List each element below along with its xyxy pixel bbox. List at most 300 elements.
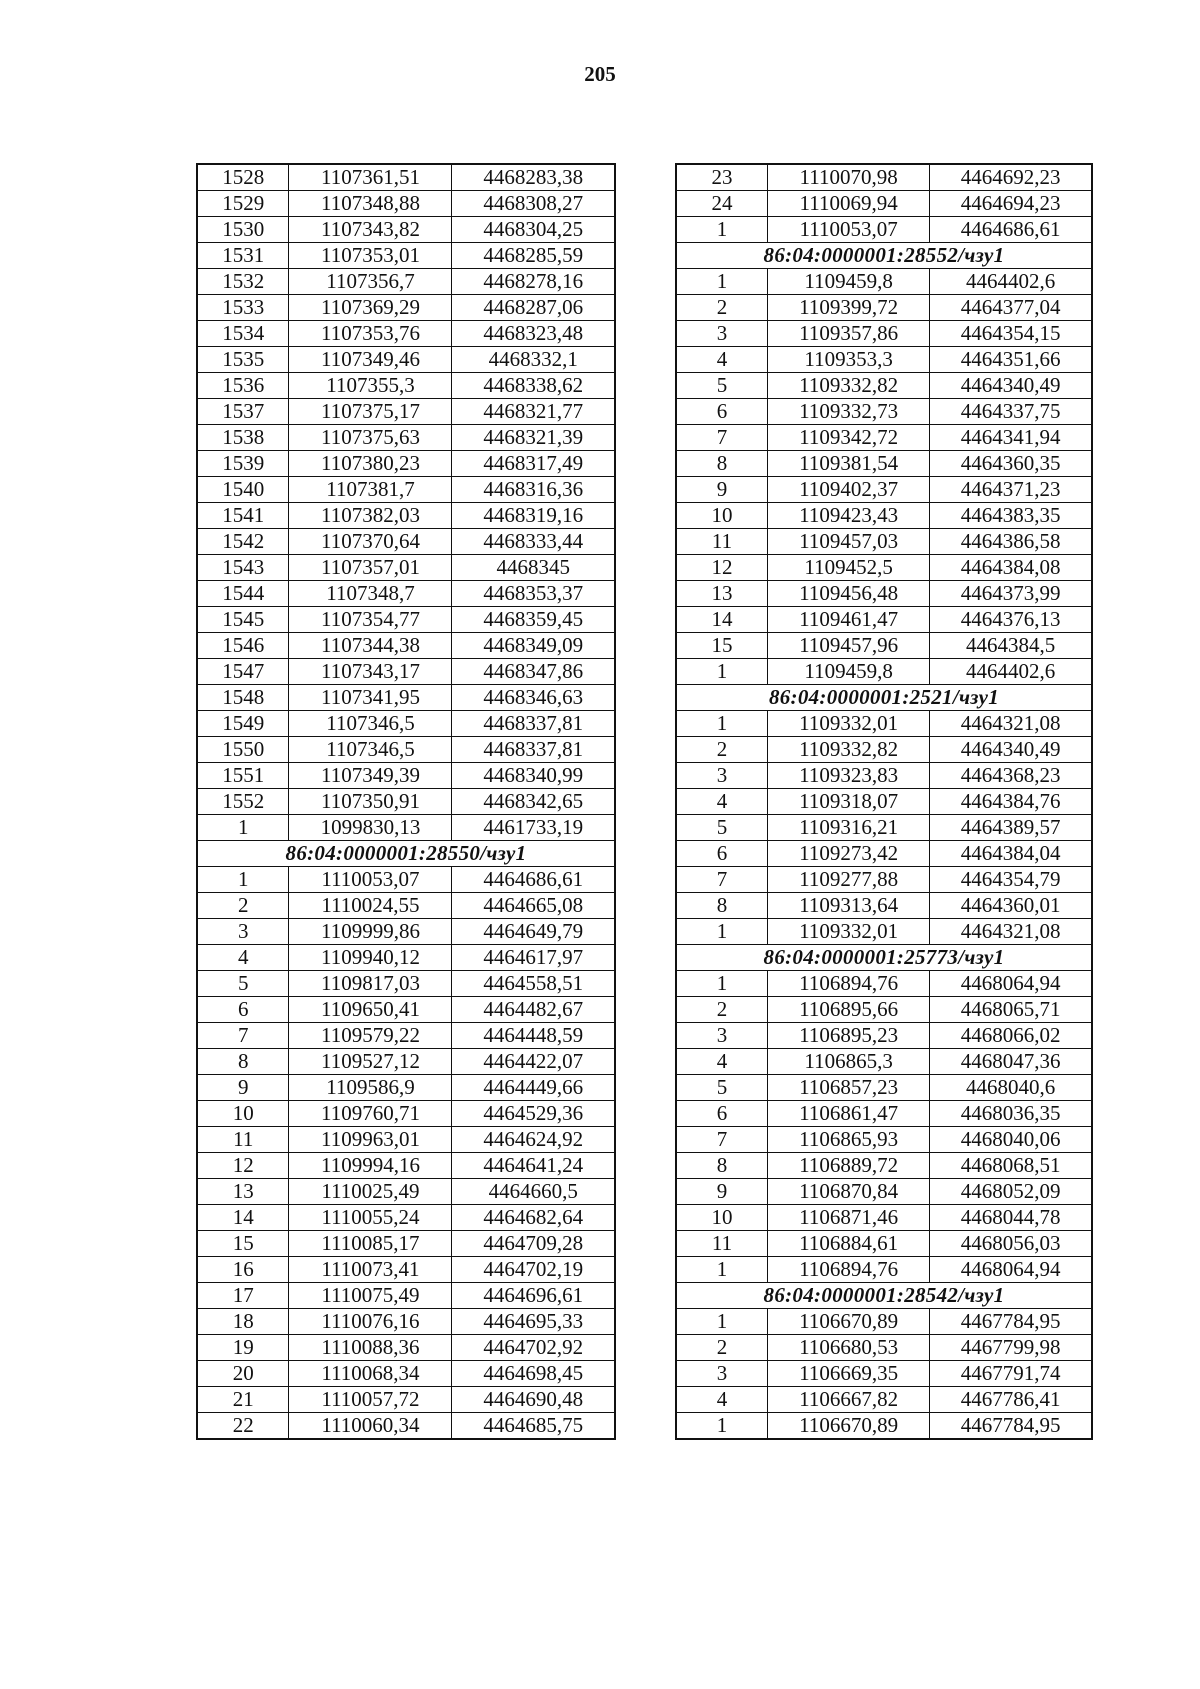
x-coordinate-cell: 1107369,29 [289, 295, 452, 321]
point-number-cell: 1539 [197, 451, 289, 477]
point-number-cell: 13 [676, 581, 768, 607]
table-row [197, 581, 615, 607]
x-coordinate-cell: 1110068,34 [289, 1361, 452, 1387]
table-row [676, 1413, 1092, 1440]
point-number-cell: 1 [676, 1413, 768, 1440]
table-row [197, 191, 615, 217]
y-coordinate-cell: 4468321,39 [452, 425, 615, 451]
y-coordinate-cell: 4468316,36 [452, 477, 615, 503]
x-coordinate-cell: 1106895,66 [768, 997, 930, 1023]
table-row [197, 1257, 615, 1283]
table-row [676, 399, 1092, 425]
point-number-cell: 9 [676, 477, 768, 503]
y-coordinate-cell: 4461733,19 [452, 815, 615, 841]
y-coordinate-cell: 4468317,49 [452, 451, 615, 477]
x-coordinate-cell: 1110060,34 [289, 1413, 452, 1440]
table-row [197, 815, 615, 841]
table-row [676, 529, 1092, 555]
table-row [676, 1231, 1092, 1257]
point-number-cell: 15 [676, 633, 768, 659]
point-number-cell: 2 [676, 295, 768, 321]
table-row [197, 269, 615, 295]
table-row [676, 737, 1092, 763]
table-row [197, 1231, 615, 1257]
point-number-cell: 1 [676, 919, 768, 945]
table-row [197, 529, 615, 555]
table-row [197, 1153, 615, 1179]
table-row [676, 919, 1092, 945]
y-coordinate-cell: 4464384,5 [930, 633, 1092, 659]
table-row [197, 1283, 615, 1309]
table-row [676, 503, 1092, 529]
point-number-cell: 1548 [197, 685, 289, 711]
y-coordinate-cell: 4467784,95 [930, 1413, 1092, 1440]
point-number-cell: 23 [676, 164, 768, 191]
table-row [197, 1179, 615, 1205]
y-coordinate-cell: 4468346,63 [452, 685, 615, 711]
point-number-cell: 1541 [197, 503, 289, 529]
x-coordinate-cell: 1107353,76 [289, 321, 452, 347]
point-number-cell: 1550 [197, 737, 289, 763]
point-number-cell: 18 [197, 1309, 289, 1335]
x-coordinate-cell: 1110057,72 [289, 1387, 452, 1413]
point-number-cell: 8 [676, 893, 768, 919]
y-coordinate-cell: 4468340,99 [452, 763, 615, 789]
x-coordinate-cell: 1107356,7 [289, 269, 452, 295]
y-coordinate-cell: 4464340,49 [930, 373, 1092, 399]
point-number-cell: 3 [197, 919, 289, 945]
y-coordinate-cell: 4468068,51 [930, 1153, 1092, 1179]
y-coordinate-cell: 4464660,5 [452, 1179, 615, 1205]
point-number-cell: 5 [676, 815, 768, 841]
table-row [197, 659, 615, 685]
table-row [676, 815, 1092, 841]
x-coordinate-cell: 1106865,3 [768, 1049, 930, 1075]
y-coordinate-cell: 4468342,65 [452, 789, 615, 815]
table-row [676, 1309, 1092, 1335]
y-coordinate-cell: 4464422,07 [452, 1049, 615, 1075]
y-coordinate-cell: 4468283,38 [452, 164, 615, 191]
point-number-cell: 12 [676, 555, 768, 581]
table-row [197, 1049, 615, 1075]
point-number-cell: 4 [676, 1049, 768, 1075]
y-coordinate-cell: 4468323,48 [452, 321, 615, 347]
table-row [197, 555, 615, 581]
point-number-cell: 1 [676, 1309, 768, 1335]
point-number-cell: 1 [676, 971, 768, 997]
table-row [676, 295, 1092, 321]
x-coordinate-cell: 1109579,22 [289, 1023, 452, 1049]
table-row [197, 1023, 615, 1049]
table-row [676, 555, 1092, 581]
x-coordinate-cell: 1109318,07 [768, 789, 930, 815]
x-coordinate-cell: 1107382,03 [289, 503, 452, 529]
y-coordinate-cell: 4468278,16 [452, 269, 615, 295]
x-coordinate-cell: 1099830,13 [289, 815, 452, 841]
point-number-cell: 13 [197, 1179, 289, 1205]
coordinates-table-right [675, 163, 1093, 1440]
y-coordinate-cell: 4468052,09 [930, 1179, 1092, 1205]
point-number-cell: 8 [676, 1153, 768, 1179]
point-number-cell: 21 [197, 1387, 289, 1413]
y-coordinate-cell: 4464665,08 [452, 893, 615, 919]
table-row [197, 685, 615, 711]
x-coordinate-cell: 1109963,01 [289, 1127, 452, 1153]
parcel-cadastral-number: 86:04:0000001:2521/чзу1 [676, 685, 1092, 711]
y-coordinate-cell: 4468332,1 [452, 347, 615, 373]
point-number-cell: 3 [676, 763, 768, 789]
point-number-cell: 1532 [197, 269, 289, 295]
table-row [676, 659, 1092, 685]
y-coordinate-cell: 4464624,92 [452, 1127, 615, 1153]
table-row [676, 1127, 1092, 1153]
table-row [197, 373, 615, 399]
point-number-cell: 11 [197, 1127, 289, 1153]
y-coordinate-cell: 4464377,04 [930, 295, 1092, 321]
y-coordinate-cell: 4468359,45 [452, 607, 615, 633]
table-row [676, 1361, 1092, 1387]
y-coordinate-cell: 4464360,35 [930, 451, 1092, 477]
point-number-cell: 4 [676, 789, 768, 815]
y-coordinate-cell: 4464337,75 [930, 399, 1092, 425]
x-coordinate-cell: 1110053,07 [768, 217, 930, 243]
parcel-cadastral-number: 86:04:0000001:28542/чзу1 [676, 1283, 1092, 1309]
parcel-cadastral-number: 86:04:0000001:25773/чзу1 [676, 945, 1092, 971]
y-coordinate-cell: 4464384,08 [930, 555, 1092, 581]
table-row [676, 841, 1092, 867]
y-coordinate-cell: 4468353,37 [452, 581, 615, 607]
point-number-cell: 1 [197, 815, 289, 841]
x-coordinate-cell: 1107380,23 [289, 451, 452, 477]
x-coordinate-cell: 1107343,17 [289, 659, 452, 685]
table-row [676, 1335, 1092, 1361]
y-coordinate-cell: 4464682,64 [452, 1205, 615, 1231]
point-number-cell: 3 [676, 321, 768, 347]
table-row [676, 347, 1092, 373]
table-row [676, 1049, 1092, 1075]
point-number-cell: 7 [197, 1023, 289, 1049]
table-row [676, 164, 1092, 191]
parcel-heading-row [676, 945, 1092, 971]
y-coordinate-cell: 4468044,78 [930, 1205, 1092, 1231]
table-row [676, 373, 1092, 399]
y-coordinate-cell: 4464384,04 [930, 841, 1092, 867]
y-coordinate-cell: 4467791,74 [930, 1361, 1092, 1387]
point-number-cell: 1531 [197, 243, 289, 269]
y-coordinate-cell: 4464368,23 [930, 763, 1092, 789]
point-number-cell: 1529 [197, 191, 289, 217]
table-row [676, 1205, 1092, 1231]
x-coordinate-cell: 1109452,5 [768, 555, 930, 581]
point-number-cell: 1 [197, 867, 289, 893]
x-coordinate-cell: 1109994,16 [289, 1153, 452, 1179]
table-row [676, 763, 1092, 789]
x-coordinate-cell: 1109527,12 [289, 1049, 452, 1075]
table-row [676, 997, 1092, 1023]
point-number-cell: 14 [197, 1205, 289, 1231]
point-number-cell: 5 [676, 373, 768, 399]
y-coordinate-cell: 4468304,25 [452, 217, 615, 243]
y-coordinate-cell: 4468337,81 [452, 737, 615, 763]
y-coordinate-cell: 4464389,57 [930, 815, 1092, 841]
table-row [197, 164, 615, 191]
y-coordinate-cell: 4464698,45 [452, 1361, 615, 1387]
x-coordinate-cell: 1109316,21 [768, 815, 930, 841]
table-row [676, 1101, 1092, 1127]
x-coordinate-cell: 1107355,3 [289, 373, 452, 399]
table-row [676, 711, 1092, 737]
y-coordinate-cell: 4464692,23 [930, 164, 1092, 191]
point-number-cell: 3 [676, 1361, 768, 1387]
x-coordinate-cell: 1106667,82 [768, 1387, 930, 1413]
y-coordinate-cell: 4468064,94 [930, 971, 1092, 997]
point-number-cell: 7 [676, 425, 768, 451]
point-number-cell: 5 [197, 971, 289, 997]
x-coordinate-cell: 1110024,55 [289, 893, 452, 919]
table-row [197, 971, 615, 997]
x-coordinate-cell: 1109940,12 [289, 945, 452, 971]
y-coordinate-cell: 4464702,92 [452, 1335, 615, 1361]
point-number-cell: 1 [676, 269, 768, 295]
y-coordinate-cell: 4464685,75 [452, 1413, 615, 1440]
x-coordinate-cell: 1109999,86 [289, 919, 452, 945]
coordinates-table-left [196, 163, 616, 1440]
x-coordinate-cell: 1110070,98 [768, 164, 930, 191]
parcel-cadastral-number: 86:04:0000001:28550/чзу1 [197, 841, 615, 867]
x-coordinate-cell: 1109332,82 [768, 373, 930, 399]
table-row [676, 1153, 1092, 1179]
y-coordinate-cell: 4464340,49 [930, 737, 1092, 763]
point-number-cell: 1530 [197, 217, 289, 243]
point-number-cell: 4 [197, 945, 289, 971]
x-coordinate-cell: 1109273,42 [768, 841, 930, 867]
table-row [197, 1205, 615, 1231]
point-number-cell: 4 [676, 347, 768, 373]
point-number-cell: 1551 [197, 763, 289, 789]
table-row [197, 1101, 615, 1127]
table-row [676, 1387, 1092, 1413]
y-coordinate-cell: 4464449,66 [452, 1075, 615, 1101]
coordinates-table-left-body [197, 164, 615, 1439]
point-number-cell: 6 [676, 1101, 768, 1127]
x-coordinate-cell: 1107361,51 [289, 164, 452, 191]
x-coordinate-cell: 1109277,88 [768, 867, 930, 893]
x-coordinate-cell: 1109423,43 [768, 503, 930, 529]
x-coordinate-cell: 1110073,41 [289, 1257, 452, 1283]
table-row [197, 295, 615, 321]
x-coordinate-cell: 1110069,94 [768, 191, 930, 217]
x-coordinate-cell: 1109353,3 [768, 347, 930, 373]
y-coordinate-cell: 4464383,35 [930, 503, 1092, 529]
y-coordinate-cell: 4464360,01 [930, 893, 1092, 919]
y-coordinate-cell: 4468065,71 [930, 997, 1092, 1023]
y-coordinate-cell: 4464686,61 [452, 867, 615, 893]
x-coordinate-cell: 1107357,01 [289, 555, 452, 581]
y-coordinate-cell: 4464351,66 [930, 347, 1092, 373]
table-row [676, 893, 1092, 919]
table-row [197, 919, 615, 945]
table-row [197, 321, 615, 347]
x-coordinate-cell: 1110088,36 [289, 1335, 452, 1361]
x-coordinate-cell: 1106857,23 [768, 1075, 930, 1101]
point-number-cell: 9 [676, 1179, 768, 1205]
point-number-cell: 6 [676, 841, 768, 867]
y-coordinate-cell: 4464402,6 [930, 659, 1092, 685]
point-number-cell: 1537 [197, 399, 289, 425]
x-coordinate-cell: 1109457,03 [768, 529, 930, 555]
point-number-cell: 1533 [197, 295, 289, 321]
y-coordinate-cell: 4464690,48 [452, 1387, 615, 1413]
point-number-cell: 1542 [197, 529, 289, 555]
y-coordinate-cell: 4464386,58 [930, 529, 1092, 555]
point-number-cell: 20 [197, 1361, 289, 1387]
y-coordinate-cell: 4464321,08 [930, 919, 1092, 945]
point-number-cell: 10 [197, 1101, 289, 1127]
point-number-cell: 6 [676, 399, 768, 425]
point-number-cell: 8 [676, 451, 768, 477]
point-number-cell: 17 [197, 1283, 289, 1309]
table-row [197, 1127, 615, 1153]
y-coordinate-cell: 4464641,24 [452, 1153, 615, 1179]
page-number: 205 [584, 62, 616, 86]
y-coordinate-cell: 4464529,36 [452, 1101, 615, 1127]
y-coordinate-cell: 4464321,08 [930, 711, 1092, 737]
x-coordinate-cell: 1109461,47 [768, 607, 930, 633]
parcel-heading-row [676, 685, 1092, 711]
point-number-cell: 1547 [197, 659, 289, 685]
x-coordinate-cell: 1109399,72 [768, 295, 930, 321]
table-row [197, 867, 615, 893]
table-row [197, 1413, 615, 1440]
table-row [197, 425, 615, 451]
table-row [197, 893, 615, 919]
x-coordinate-cell: 1106894,76 [768, 1257, 930, 1283]
x-coordinate-cell: 1110075,49 [289, 1283, 452, 1309]
x-coordinate-cell: 1109586,9 [289, 1075, 452, 1101]
point-number-cell: 1534 [197, 321, 289, 347]
point-number-cell: 7 [676, 867, 768, 893]
x-coordinate-cell: 1107341,95 [289, 685, 452, 711]
y-coordinate-cell: 4468040,06 [930, 1127, 1092, 1153]
x-coordinate-cell: 1109332,01 [768, 919, 930, 945]
x-coordinate-cell: 1107353,01 [289, 243, 452, 269]
y-coordinate-cell: 4464402,6 [930, 269, 1092, 295]
y-coordinate-cell: 4468321,77 [452, 399, 615, 425]
y-coordinate-cell: 4464482,67 [452, 997, 615, 1023]
y-coordinate-cell: 4464686,61 [930, 217, 1092, 243]
point-number-cell: 8 [197, 1049, 289, 1075]
x-coordinate-cell: 1106894,76 [768, 971, 930, 997]
table-row [197, 217, 615, 243]
parcel-heading-row [676, 243, 1092, 269]
y-coordinate-cell: 4468345 [452, 555, 615, 581]
table-row [197, 789, 615, 815]
y-coordinate-cell: 4468349,09 [452, 633, 615, 659]
x-coordinate-cell: 1107349,46 [289, 347, 452, 373]
y-coordinate-cell: 4464384,76 [930, 789, 1092, 815]
point-number-cell: 2 [676, 737, 768, 763]
x-coordinate-cell: 1109381,54 [768, 451, 930, 477]
point-number-cell: 11 [676, 529, 768, 555]
y-coordinate-cell: 4468333,44 [452, 529, 615, 555]
table-row [676, 217, 1092, 243]
table-row [197, 1361, 615, 1387]
table-row [676, 607, 1092, 633]
y-coordinate-cell: 4468047,36 [930, 1049, 1092, 1075]
point-number-cell: 9 [197, 1075, 289, 1101]
table-row [676, 789, 1092, 815]
x-coordinate-cell: 1109313,64 [768, 893, 930, 919]
x-coordinate-cell: 1109459,8 [768, 269, 930, 295]
table-row [197, 477, 615, 503]
point-number-cell: 1538 [197, 425, 289, 451]
y-coordinate-cell: 4464695,33 [452, 1309, 615, 1335]
point-number-cell: 19 [197, 1335, 289, 1361]
x-coordinate-cell: 1107346,5 [289, 711, 452, 737]
x-coordinate-cell: 1107375,17 [289, 399, 452, 425]
y-coordinate-cell: 4464617,97 [452, 945, 615, 971]
table-row [676, 633, 1092, 659]
y-coordinate-cell: 4464709,28 [452, 1231, 615, 1257]
x-coordinate-cell: 1109459,8 [768, 659, 930, 685]
y-coordinate-cell: 4468040,6 [930, 1075, 1092, 1101]
point-number-cell: 11 [676, 1231, 768, 1257]
x-coordinate-cell: 1109456,48 [768, 581, 930, 607]
x-coordinate-cell: 1109817,03 [289, 971, 452, 997]
x-coordinate-cell: 1107370,64 [289, 529, 452, 555]
x-coordinate-cell: 1109357,86 [768, 321, 930, 347]
point-number-cell: 1 [676, 1257, 768, 1283]
coordinates-table-right-body [676, 164, 1092, 1439]
x-coordinate-cell: 1106865,93 [768, 1127, 930, 1153]
y-coordinate-cell: 4464649,79 [452, 919, 615, 945]
y-coordinate-cell: 4464354,79 [930, 867, 1092, 893]
table-row [676, 581, 1092, 607]
point-number-cell: 7 [676, 1127, 768, 1153]
x-coordinate-cell: 1109332,01 [768, 711, 930, 737]
y-coordinate-cell: 4467786,41 [930, 1387, 1092, 1413]
y-coordinate-cell: 4468066,02 [930, 1023, 1092, 1049]
x-coordinate-cell: 1109332,73 [768, 399, 930, 425]
point-number-cell: 10 [676, 503, 768, 529]
y-coordinate-cell: 4468036,35 [930, 1101, 1092, 1127]
y-coordinate-cell: 4468319,16 [452, 503, 615, 529]
point-number-cell: 24 [676, 191, 768, 217]
parcel-heading-row [197, 841, 615, 867]
x-coordinate-cell: 1110055,24 [289, 1205, 452, 1231]
x-coordinate-cell: 1106680,53 [768, 1335, 930, 1361]
x-coordinate-cell: 1107381,7 [289, 477, 452, 503]
y-coordinate-cell: 4464558,51 [452, 971, 615, 997]
x-coordinate-cell: 1109402,37 [768, 477, 930, 503]
y-coordinate-cell: 4464373,99 [930, 581, 1092, 607]
point-number-cell: 1536 [197, 373, 289, 399]
table-row [197, 1309, 615, 1335]
y-coordinate-cell: 4464448,59 [452, 1023, 615, 1049]
table-row [676, 867, 1092, 893]
y-coordinate-cell: 4468287,06 [452, 295, 615, 321]
x-coordinate-cell: 1107354,77 [289, 607, 452, 633]
table-row [197, 347, 615, 373]
y-coordinate-cell: 4468347,86 [452, 659, 615, 685]
x-coordinate-cell: 1107349,39 [289, 763, 452, 789]
point-number-cell: 15 [197, 1231, 289, 1257]
point-number-cell: 2 [197, 893, 289, 919]
point-number-cell: 1543 [197, 555, 289, 581]
x-coordinate-cell: 1109342,72 [768, 425, 930, 451]
table-row [197, 607, 615, 633]
table-row [676, 191, 1092, 217]
